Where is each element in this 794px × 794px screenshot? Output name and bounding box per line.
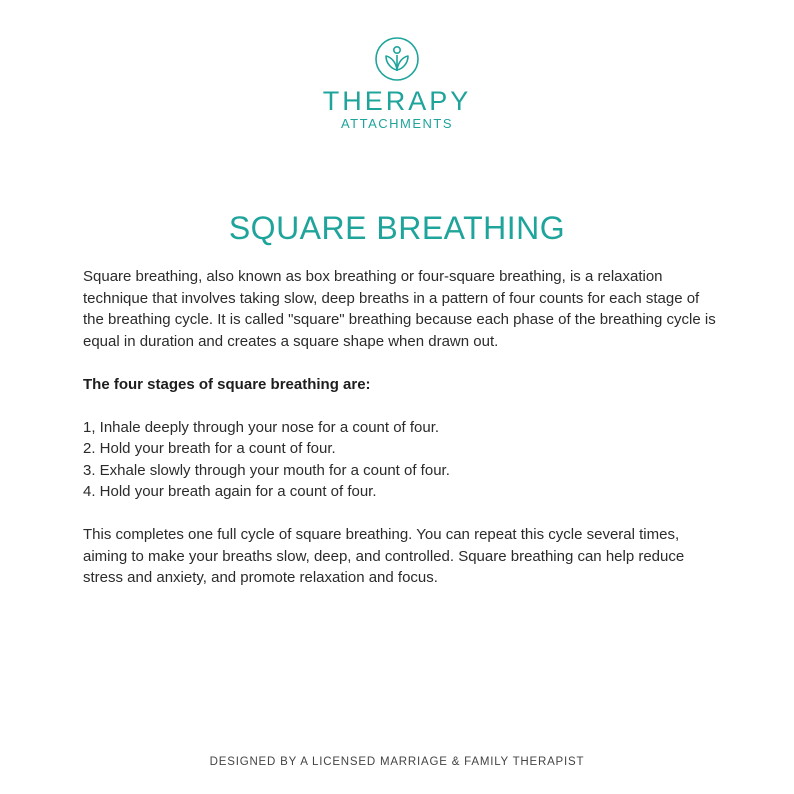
brand-subtitle: ATTACHMENTS — [340, 116, 454, 131]
conclusion-paragraph: This completes one full cycle of square breathing. You can repeat this cycle several times, aiming to make your breaths slow, deep, and controlled. Square breathing can help reduce stress and anxiety, and promote relaxation and focus. — [83, 526, 685, 586]
person-leaves-circle-icon — [374, 36, 420, 82]
stage-item: 3. Exhale slowly through your mouth for a count of four. — [83, 461, 450, 479]
stages-heading: The four stages of square breathing are: — [83, 375, 371, 393]
intro-paragraph: Square breathing, also known as box breathing or four-square breathing, is a relaxation technique that involves taking slow, deep breaths in a pattern of four counts for each stage of the breathing cycle. It is called "square" breathing because each phase of the breathing cycle is equal in duration and creates a square shape when drawn out. — [83, 268, 716, 350]
stage-item: 4. Hold your breath again for a count of four. — [83, 483, 377, 500]
brand-logo — [0, 36, 794, 132]
footer-credit: DESIGNED BY A LICENSED MARRIAGE & FAMILY THERAPIST — [209, 756, 585, 768]
body-text — [83, 266, 723, 589]
stage-item: 1, Inhale deeply through your nose for a count of four. — [83, 418, 440, 436]
page-title: SQUARE BREATHING — [228, 210, 566, 246]
stage-item: 2. Hold your breath for a count of four. — [83, 440, 336, 457]
brand-name: THERAPY — [322, 86, 472, 116]
